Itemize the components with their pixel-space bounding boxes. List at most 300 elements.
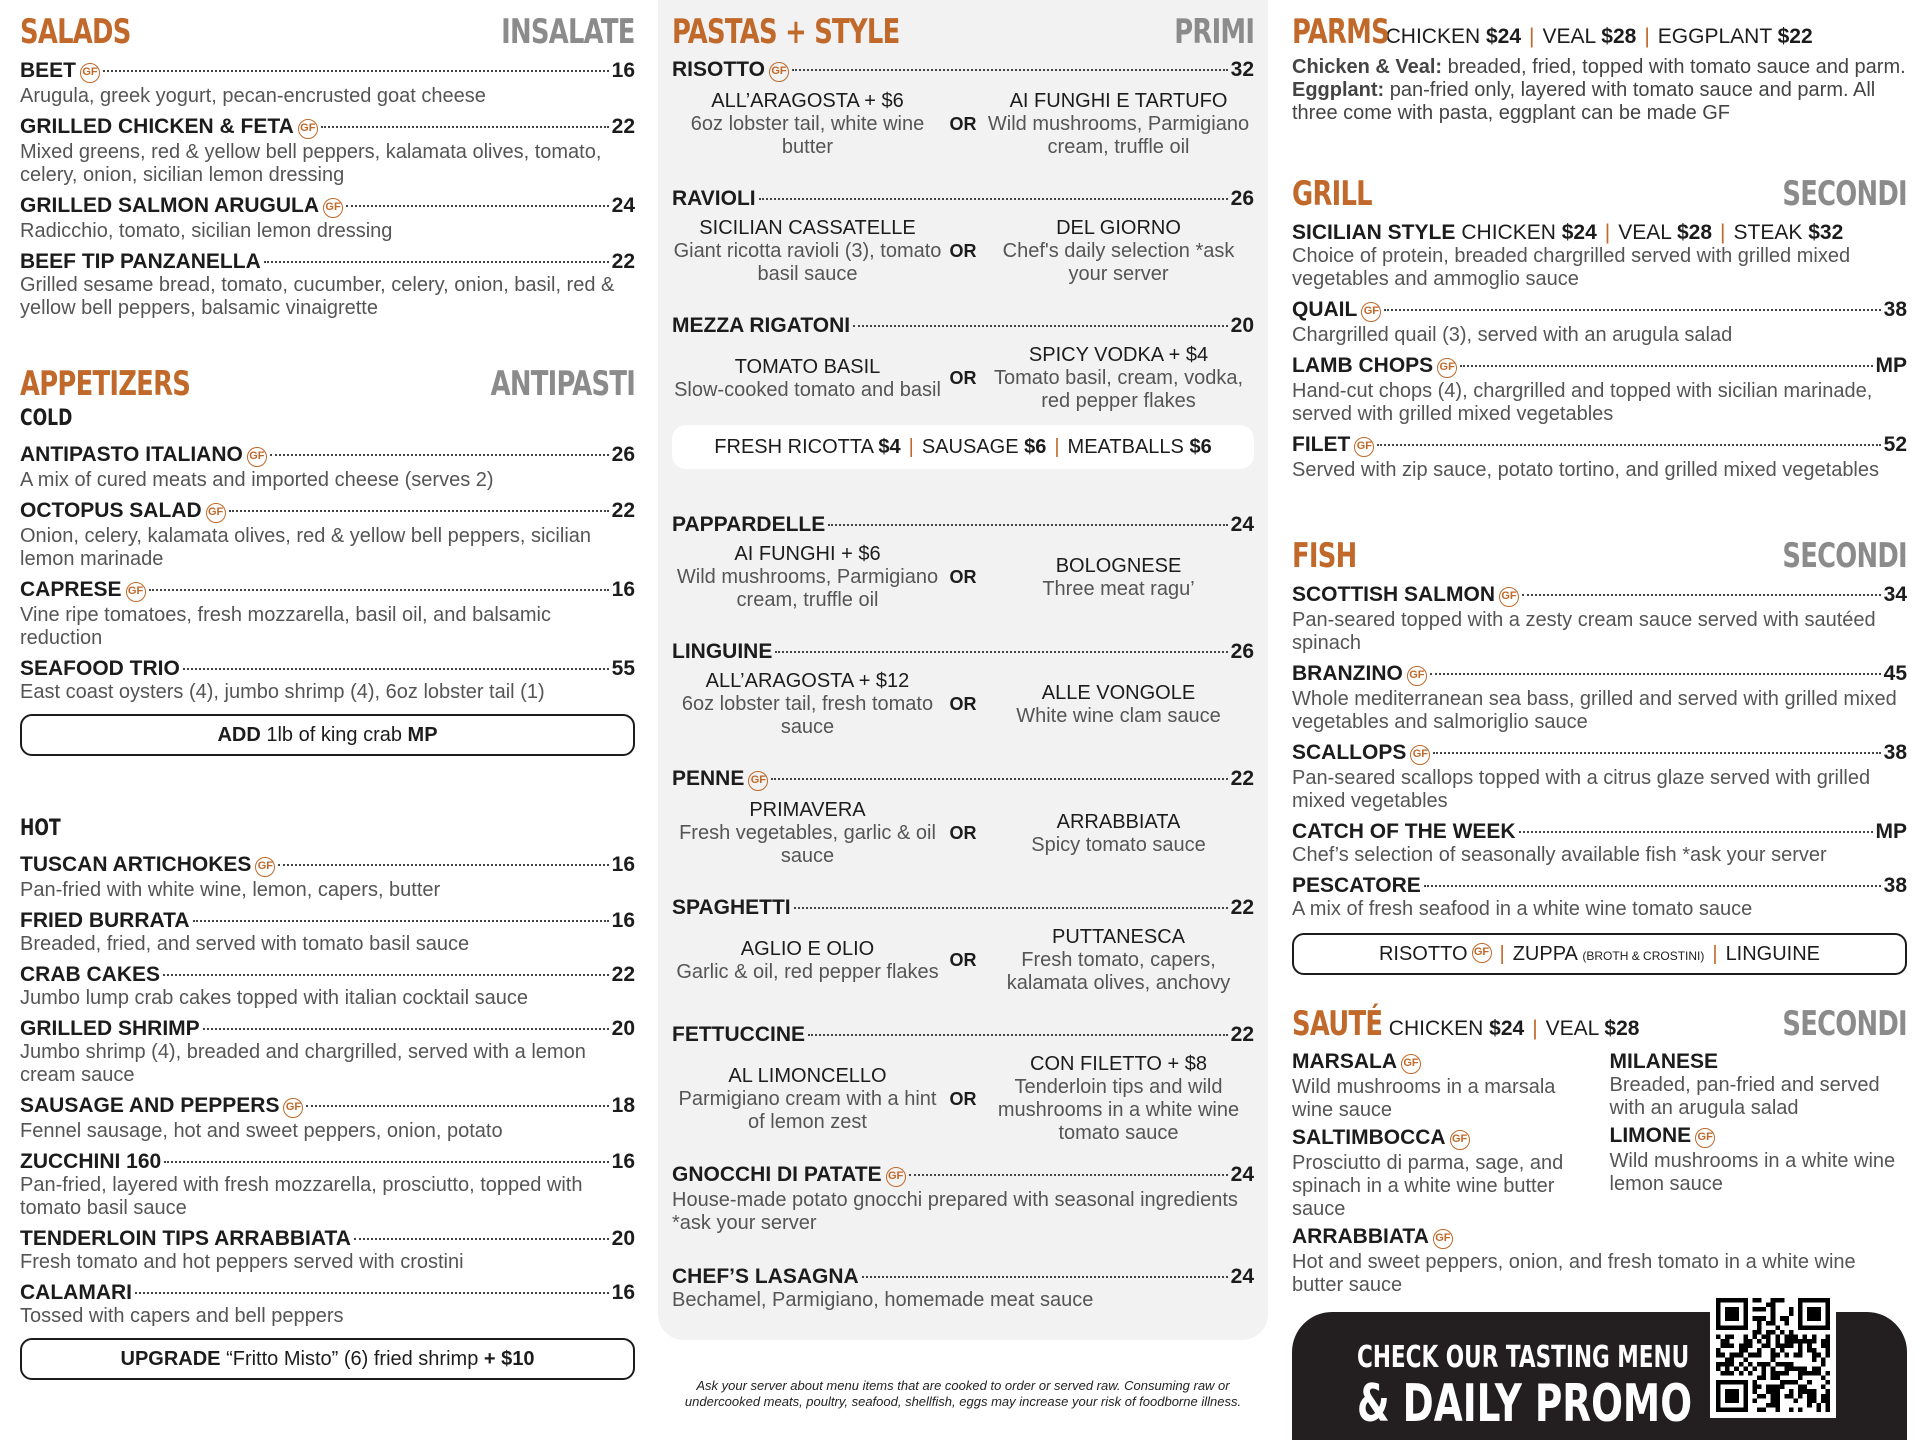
- price-value: $24: [1489, 1017, 1525, 1040]
- option-b: [983, 555, 1254, 601]
- item-price: 20: [1230, 314, 1254, 337]
- item-name: GRILLED SALMON ARUGULA: [20, 194, 320, 217]
- item-price: 45: [1883, 662, 1907, 685]
- dot-leader: [909, 1174, 1228, 1176]
- option-b: [983, 1053, 1254, 1145]
- item-description: Fresh tomato and hot peppers served with crostini: [20, 1251, 464, 1273]
- dot-leader: [270, 454, 609, 456]
- option-name: AGLIO E OLIO: [740, 937, 875, 960]
- parms-text-2: pan-fried only, layered with tomato sauce and parm. All three come with pasta, eggplant can be made GF: [1292, 79, 1876, 124]
- dot-leader: [203, 1028, 609, 1030]
- pasta-item: [672, 187, 1254, 286]
- dot-leader: [828, 524, 1227, 526]
- saute-section: [1292, 1000, 1907, 1297]
- item-header: [20, 59, 635, 85]
- pasta-item: [672, 58, 1254, 159]
- item-description: Hand-cut chops (4), chargrilled and topped with sicilian marinade, served with grilled mixed vegetables: [1292, 380, 1873, 425]
- promo-line-2: & DAILY PROMO: [1357, 1374, 1693, 1434]
- option-a: [672, 938, 943, 984]
- item-header: [1292, 1225, 1907, 1251]
- price-value: $28: [1601, 25, 1637, 48]
- dot-leader: [103, 70, 609, 72]
- item-header: [20, 657, 635, 681]
- item-description: Radicchio, tomato, sicilian lemon dressing: [20, 220, 393, 242]
- appetizers-section: [20, 360, 635, 756]
- item-price: 22: [611, 963, 635, 986]
- item-header: [1292, 354, 1907, 380]
- item-header: [1292, 1050, 1590, 1076]
- menu-item: [1292, 354, 1907, 426]
- item-price: 24: [1230, 1163, 1254, 1186]
- or-label: OR: [949, 1088, 977, 1109]
- pasta-options: [672, 344, 1254, 413]
- item-header: [672, 314, 1254, 338]
- gluten-free-icon: GF: [1407, 666, 1427, 686]
- item-description: Grilled sesame bread, tomato, cucumber, celery, onion, basil, red & yellow bell peppers, balsamic vinaigrette: [20, 274, 615, 319]
- item-description: Chef’s selection of seasonally available fish *ask your server: [1292, 844, 1827, 866]
- option-zuppa-note: (BROTH & CROSTINI): [1582, 949, 1705, 963]
- item-price: 32: [1230, 58, 1254, 81]
- item-name: FRIED BURRATA: [20, 909, 190, 932]
- menu-item: [1610, 1050, 1908, 1120]
- or-label: OR: [949, 241, 977, 261]
- menu-item: [20, 1227, 635, 1274]
- item-header: [672, 1023, 1254, 1047]
- or-label: OR: [949, 368, 977, 388]
- menu-item: [20, 443, 635, 492]
- item-name: GNOCCHI DI PATATE: [672, 1163, 882, 1186]
- item-price: 16: [611, 853, 635, 876]
- option-name: CON FILETTO + $8: [1030, 1053, 1207, 1075]
- menu-item: [1292, 874, 1907, 921]
- option-description: Tenderloin tips and wild mushrooms in a white wine tomato sauce: [997, 1076, 1240, 1144]
- price-value: $22: [1777, 25, 1813, 48]
- item-header: [20, 194, 635, 220]
- item-header: [672, 513, 1254, 537]
- dot-leader: [1519, 831, 1873, 833]
- gluten-free-icon: GF: [1695, 1128, 1715, 1148]
- price-value: $24: [1485, 25, 1522, 48]
- item-name: MEZZA RIGATONI: [672, 314, 851, 337]
- menu-item: [20, 963, 635, 1010]
- item-header: [20, 1017, 635, 1041]
- dot-leader: [183, 668, 609, 670]
- add-text: 1lb of king crab: [260, 724, 408, 746]
- addon-label: SAUSAGE: [921, 436, 1025, 458]
- option-a: [672, 1065, 943, 1134]
- item-header: [20, 1150, 635, 1174]
- option-name: ALL’ARAGOSTA + $6: [711, 90, 904, 112]
- menu-item: [1292, 433, 1907, 482]
- item-header: [1292, 1126, 1590, 1152]
- option-zuppa: ZUPPA: [1512, 943, 1577, 965]
- item-name: MARSALA: [1292, 1050, 1397, 1073]
- item-name: RISOTTO: [672, 58, 765, 81]
- gluten-free-icon: GF: [769, 62, 789, 82]
- dot-leader: [1522, 594, 1881, 596]
- grill-section: [1292, 170, 1907, 482]
- or-label: OR: [949, 114, 977, 134]
- pasta-options: [672, 926, 1254, 995]
- gluten-free-icon: GF: [1410, 745, 1430, 765]
- parms-description: [1292, 56, 1907, 125]
- qr-code-icon[interactable]: [1710, 1292, 1836, 1418]
- option-a: [672, 670, 943, 739]
- item-description: Breaded, fried, and served with tomato basil sauce: [20, 933, 470, 955]
- item-price: 55: [611, 657, 635, 680]
- item-name: GRILLED CHICKEN & FETA: [20, 115, 294, 138]
- item-name: LINGUINE: [672, 640, 773, 663]
- item-name: SAUSAGE AND PEPPERS: [20, 1094, 280, 1117]
- option-b: [983, 926, 1254, 995]
- item-header: [20, 1227, 635, 1251]
- price-label: VEAL: [1618, 221, 1677, 244]
- option-b: [983, 682, 1254, 728]
- option-description: White wine clam sauce: [1016, 704, 1221, 727]
- dot-leader: [792, 69, 1228, 71]
- option-a: [672, 356, 943, 402]
- section-title: PARMS: [1292, 12, 1389, 52]
- item-description: Fennel sausage, hot and sweet peppers, onion, potato: [20, 1120, 503, 1142]
- item-description: Pan-fried with white wine, lemon, capers, butter: [20, 879, 441, 901]
- option-description: Chef's daily selection *ask your server: [1002, 240, 1235, 285]
- item-name: ZUCCHINI 160: [20, 1150, 162, 1173]
- option-description: 6oz lobster tail, white wine butter: [690, 113, 925, 158]
- item-price: 16: [611, 59, 635, 82]
- item-price: 16: [611, 909, 635, 932]
- menu-item: [20, 250, 635, 320]
- dot-leader: [853, 325, 1228, 327]
- or-label: OR: [949, 950, 977, 970]
- item-description: Pan-seared scallops topped with a citrus glaze served with grilled mixed vegetables: [1292, 767, 1871, 812]
- item-header: [20, 853, 635, 879]
- option-name: TOMATO BASIL: [734, 355, 881, 378]
- add-king-crab-box: [20, 714, 635, 756]
- option-name: AI FUNGHI + $6: [734, 543, 881, 565]
- dot-leader: [164, 1161, 608, 1163]
- item-description: Arugula, greek yogurt, pecan-encrusted goat cheese: [20, 85, 486, 107]
- pasta-item: [672, 513, 1254, 612]
- section-subtitle: INSALATE: [501, 12, 635, 52]
- item-name: TUSCAN ARTICHOKES: [20, 853, 252, 876]
- item-description: Chargrilled quail (3), served with an arugula salad: [1292, 324, 1733, 346]
- section-title: SAUTÉ: [1292, 1004, 1383, 1044]
- section-title: SALADS: [20, 12, 131, 52]
- item-name: BRANZINO: [1292, 662, 1403, 685]
- option-description: Wild mushrooms, Parmigiano cream, truffle oil: [676, 566, 939, 611]
- item-price: MP: [1875, 354, 1907, 377]
- dot-leader: [775, 651, 1227, 653]
- item-header: [1292, 583, 1907, 609]
- gluten-free-icon: GF: [80, 63, 100, 83]
- gluten-free-icon: GF: [1433, 1229, 1453, 1249]
- pasta-item: [672, 640, 1254, 739]
- item-name: MILANESE: [1609, 1050, 1719, 1073]
- pasta-item: [672, 314, 1254, 413]
- option-linguine: LINGUINE: [1725, 943, 1821, 965]
- option-name: AI FUNGHI E TARTUFO: [1009, 90, 1228, 112]
- dot-leader: [1433, 752, 1880, 754]
- item-name: RAVIOLI: [672, 187, 756, 210]
- section-title: GRILL: [1292, 174, 1372, 214]
- item-name: SICILIAN STYLE: [1292, 221, 1456, 244]
- separator: |: [1532, 1017, 1538, 1040]
- option-description: Spicy tomato sauce: [1031, 833, 1206, 856]
- parms-prices: [1386, 22, 1813, 52]
- menu-item: [20, 657, 635, 704]
- dot-leader: [346, 205, 609, 207]
- fish-section: [1292, 532, 1907, 975]
- cold-label: COLD: [20, 406, 73, 431]
- item-price: 26: [611, 443, 635, 466]
- price-label: CHICKEN: [1461, 221, 1562, 244]
- option-b: [983, 811, 1254, 857]
- addon-price: $6: [1024, 436, 1047, 458]
- item-name: BEET: [20, 59, 77, 82]
- item-header: [1292, 298, 1907, 324]
- salads-section: [20, 8, 635, 320]
- pasta-list: [672, 58, 1254, 1312]
- separator: |: [908, 436, 914, 458]
- column-right: [1292, 0, 1907, 1440]
- parms-bold-1: Chicken & Veal:: [1292, 56, 1443, 78]
- or-label: OR: [949, 694, 977, 714]
- menu-item: [1292, 1225, 1907, 1297]
- separator: |: [1720, 221, 1726, 244]
- option-a: [672, 90, 943, 159]
- dot-leader: [1460, 365, 1872, 367]
- item-price: 34: [1883, 583, 1907, 606]
- addon-price: $6: [1189, 436, 1212, 458]
- item-header: [1292, 662, 1907, 688]
- option-name: SICILIAN CASSATELLE: [699, 217, 916, 239]
- option-b: [983, 217, 1254, 286]
- gluten-free-icon: GF: [206, 503, 226, 523]
- dot-leader: [354, 1238, 609, 1240]
- dot-leader: [759, 198, 1228, 200]
- section-title: FISH: [1292, 536, 1357, 576]
- option-name: ALLE VONGOLE: [1041, 681, 1196, 704]
- saute-right-list: [1610, 1046, 1908, 1221]
- separator: |: [1644, 25, 1650, 48]
- price-value: $32: [1808, 221, 1844, 244]
- menu-item: [1292, 820, 1907, 867]
- item-name: CATCH OF THE WEEK: [1292, 820, 1516, 843]
- option-risotto: RISOTTO: [1378, 943, 1468, 965]
- sicilian-prices: [1461, 221, 1843, 245]
- item-header: [20, 443, 635, 469]
- item-header: [1610, 1124, 1908, 1150]
- item-header: [20, 909, 635, 933]
- menu-item: [20, 499, 635, 571]
- item-price: 22: [1230, 1023, 1254, 1046]
- or-label: OR: [949, 567, 977, 587]
- item-price: 26: [1230, 640, 1254, 663]
- menu-item: [1292, 1050, 1590, 1122]
- item-price: 38: [1883, 741, 1907, 764]
- item-description: Hot and sweet peppers, onion, and fresh tomato in a white wine butter sauce: [1292, 1251, 1856, 1296]
- option-description: Garlic & oil, red pepper flakes: [676, 960, 939, 983]
- saute-arrabbiata: [1292, 1225, 1907, 1297]
- pasta-options: [672, 217, 1254, 286]
- menu-item: [20, 853, 635, 902]
- menu-item: [20, 578, 635, 650]
- item-header: [672, 640, 1254, 664]
- option-description: Tomato basil, cream, vodka, red pepper flakes: [994, 367, 1243, 412]
- upgrade-fritto-misto-box: [20, 1338, 635, 1380]
- item-description: Bechamel, Parmigiano, homemade meat sauce: [672, 1289, 1094, 1311]
- item-name: LAMB CHOPS: [1292, 354, 1434, 377]
- dot-leader: [808, 1034, 1228, 1036]
- item-name: ARRABBIATA: [1292, 1225, 1429, 1248]
- pasta-options: [672, 799, 1254, 868]
- price-label: CHICKEN: [1385, 25, 1486, 48]
- dot-leader: [1377, 444, 1880, 446]
- item-header: [1292, 820, 1907, 844]
- item-header: [672, 1163, 1254, 1189]
- upgrade-text: “Fritto Misto” (6) fried shrimp: [220, 1348, 484, 1370]
- item-price: 20: [611, 1227, 635, 1250]
- dot-leader: [1424, 885, 1881, 887]
- item-name: TENDERLOIN TIPS ARRABBIATA: [20, 1227, 351, 1250]
- dot-leader: [264, 261, 609, 263]
- item-header: [672, 1265, 1254, 1289]
- item-name: CAPRESE: [20, 578, 122, 601]
- option-name: DEL GIORNO: [1056, 217, 1181, 239]
- option-a: [672, 799, 943, 868]
- pasta-options: [672, 90, 1254, 159]
- dot-leader: [229, 510, 609, 512]
- menu-item: [20, 1281, 635, 1328]
- item-description: Mixed greens, red & yellow bell peppers, kalamata olives, tomato, celery, onion, sicilian lemon dressing: [20, 141, 602, 186]
- item-header: [672, 58, 1254, 84]
- dot-leader: [862, 1276, 1228, 1278]
- menu-item: [20, 115, 635, 187]
- section-subtitle: PRIMI: [1174, 12, 1254, 52]
- dot-leader: [1384, 309, 1880, 311]
- item-price: 20: [611, 1017, 635, 1040]
- item-description: East coast oysters (4), jumbo shrimp (4), 6oz lobster tail (1): [20, 681, 545, 703]
- pasta-item: [672, 896, 1254, 995]
- gluten-free-icon: GF: [748, 771, 768, 791]
- parms-text-1: breaded, fried, topped with tomato sauce and parm.: [1442, 56, 1906, 78]
- section-title: PASTAS + STYLE: [672, 12, 900, 52]
- dot-leader: [193, 920, 609, 922]
- item-name: CHEF’S LASAGNA: [672, 1265, 859, 1288]
- item-name: BEEF TIP PANZANELLA: [20, 250, 261, 273]
- gluten-free-icon: GF: [1354, 437, 1374, 457]
- gluten-free-icon: GF: [886, 1167, 906, 1187]
- price-label: STEAK: [1733, 221, 1809, 244]
- pasta-addons-bar: [672, 425, 1254, 469]
- menu-item: [1292, 298, 1907, 347]
- item-description: Onion, celery, kalamata olives, red & yellow bell peppers, sicilian lemon marinade: [20, 525, 592, 570]
- dot-leader: [149, 589, 609, 591]
- option-b: [983, 344, 1254, 413]
- add-price: MP: [407, 724, 438, 746]
- item-name: OCTOPUS SALAD: [20, 499, 202, 522]
- section-title: APPETIZERS: [20, 364, 191, 404]
- parms-section: [1292, 8, 1907, 125]
- gluten-free-icon: GF: [1499, 587, 1519, 607]
- item-description: Tossed with capers and bell peppers: [20, 1305, 344, 1327]
- pasta-item: [672, 1023, 1254, 1145]
- item-name: SEAFOOD TRIO: [20, 657, 180, 680]
- price-label: CHICKEN: [1388, 1017, 1490, 1040]
- item-name: SCALLOPS: [1292, 741, 1407, 764]
- separator: |: [1604, 221, 1611, 244]
- addon-price: $4: [878, 436, 901, 458]
- item-price: 38: [1883, 874, 1907, 897]
- dot-leader: [278, 864, 608, 866]
- item-description: Wild mushrooms in a white wine lemon sauce: [1609, 1150, 1896, 1195]
- item-price: 52: [1883, 433, 1907, 456]
- section-subtitle: SECONDI: [1782, 1004, 1907, 1044]
- section-subtitle: SECONDI: [1782, 174, 1907, 214]
- item-header: [20, 1094, 635, 1120]
- option-description: Wild mushrooms, Parmigiano cream, truffle oil: [987, 113, 1250, 158]
- menu-item: [20, 909, 635, 956]
- menu-item: [20, 1094, 635, 1143]
- menu-item: [20, 194, 635, 243]
- price-value: $28: [1604, 1017, 1640, 1040]
- item-price: 16: [611, 1150, 635, 1173]
- price-value: $24: [1561, 221, 1597, 244]
- pasta-options: [672, 543, 1254, 612]
- column-middle-pastas: [658, 0, 1268, 1340]
- menu-item: [1292, 741, 1907, 813]
- item-price: 18: [611, 1094, 635, 1117]
- salads-list: [20, 59, 635, 320]
- item-header: [1292, 433, 1907, 459]
- item-header: [20, 499, 635, 525]
- item-header: [20, 115, 635, 141]
- hot-label: HOT: [20, 816, 61, 841]
- dot-leader: [321, 126, 609, 128]
- gluten-free-icon: GF: [255, 857, 275, 877]
- item-description: Choice of protein, breaded chargrilled served with grilled mixed vegetables and ammoglio sauce: [1292, 245, 1851, 290]
- option-name: ARRABBIATA: [1056, 810, 1181, 833]
- menu-item: [1292, 583, 1907, 655]
- item-name: FETTUCCINE: [672, 1023, 805, 1046]
- tasting-menu-promo-banner[interactable]: [1292, 1312, 1907, 1440]
- fish-options-box: [1292, 933, 1907, 975]
- item-header: [20, 1281, 635, 1305]
- item-header: [20, 250, 635, 274]
- or-label: OR: [949, 823, 977, 843]
- upgrade-price: + $10: [483, 1348, 535, 1370]
- column-left: [20, 0, 635, 1440]
- item-price: 26: [1230, 187, 1254, 210]
- option-description: Parmigiano cream with a hint of lemon zest: [678, 1087, 937, 1133]
- item-description: Wild mushrooms in a marsala wine sauce: [1292, 1076, 1556, 1121]
- item-description: Pan-fried, layered with fresh mozzarella, prosciutto, topped with tomato basil sauce: [20, 1174, 583, 1219]
- option-description: Fresh vegetables, garlic & oil sauce: [679, 822, 936, 867]
- item-price: 22: [1230, 896, 1254, 919]
- option-description: Three meat ragu’: [1042, 577, 1195, 600]
- item-description: Prosciutto di parma, sage, and spinach in a white wine butter sauce: [1292, 1152, 1564, 1220]
- item-price: 22: [1230, 767, 1254, 790]
- grill-list: [1292, 298, 1907, 482]
- item-description: Served with zip sauce, potato tortino, and grilled mixed vegetables: [1292, 459, 1880, 481]
- upgrade-label: UPGRADE: [120, 1348, 221, 1370]
- item-description: Jumbo shrimp (4), breaded and chargrilled, served with a lemon cream sauce: [20, 1041, 586, 1086]
- gluten-free-icon: GF: [323, 198, 343, 218]
- pasta-item: [672, 767, 1254, 868]
- option-name: PUTTANESCA: [1052, 926, 1185, 948]
- item-header: [20, 963, 635, 987]
- item-price: 22: [611, 499, 635, 522]
